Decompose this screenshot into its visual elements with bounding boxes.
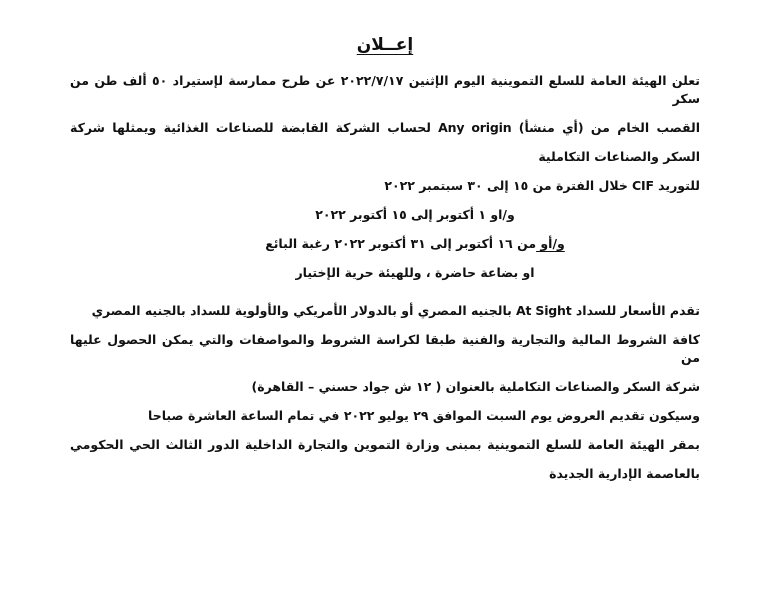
text-line-4: للتوريد CIF خلال الفترة من ١٥ إلى ٣٠ سبتمبر ٢٠٢٢ bbox=[384, 178, 700, 193]
text-line-11: وسيكون تقديم العروض يوم السبت الموافق ٢٩ يوليو ٢٠٢٢ في تمام الساعة العاشرة صباحا bbox=[148, 408, 700, 423]
text-line-9: كافة الشروط المالية والتجارية والفنية طبقا لكراسة الشروط والمواصفات والتي يمكن الحصول عليها من bbox=[70, 332, 700, 365]
text-line-5: و/او ١ أكتوبر إلى ١٥ أكتوبر ٢٠٢٢ bbox=[315, 207, 515, 222]
text-line-6-body: من ١٦ أكتوبر إلى ٣١ أكتوبر ٢٠٢٢ رغبة البائع bbox=[265, 236, 537, 251]
text-line-13: بالعاصمة الإدارية الجديدة bbox=[549, 466, 700, 481]
text-line-1: تعلن الهيئة العامة للسلع التموينية اليوم الإثنين ٢٠٢٢/٧/١٧ عن طرح ممارسة لإستيراد ٥٠ ألف طن من سكر bbox=[70, 73, 700, 106]
text-line-10: شركة السكر والصناعات التكاملية بالعنوان ( ١٢ ش جواد حسني – القاهرة) bbox=[251, 379, 700, 394]
text-line-12: بمقر الهيئة العامة للسلع التموينية بمبنى وزارة التموين والتجارة الداخلية الدور الثالث الحي الحكومي bbox=[70, 437, 700, 452]
text-line-7: او بضاعة حاضرة ، وللهيئة حرية الإختيار bbox=[295, 265, 535, 280]
announcement-title: إعــلان bbox=[356, 35, 414, 55]
and-or-underlined: و/أو bbox=[536, 236, 565, 251]
text-line-3: السكر والصناعات التكاملية bbox=[538, 149, 700, 164]
text-line-2: القصب الخام من (أي منشأ) Any origin لحساب الشركة القابضة للصناعات الغذائية ويمثلها شركة bbox=[70, 120, 700, 135]
text-line-6 bbox=[70, 235, 700, 253]
text-line-8: تقدم الأسعار للسداد At Sight بالجنيه المصري أو بالدولار الأمريكي والأولوية للسداد بالجنيه المصري bbox=[91, 303, 700, 318]
